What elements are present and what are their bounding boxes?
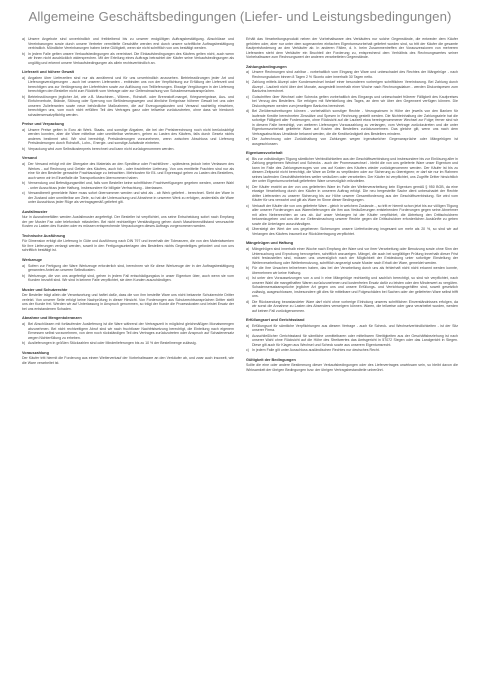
section-list-item	[22, 162, 234, 180]
list-item-marker: d)	[246, 227, 250, 232]
page-title: Allgemeine Geschäftsbedingungen (Liefer- und Leistungsbedingungen)	[28, 9, 452, 24]
section-heading: Abnahme und Mengentoleranzen	[22, 316, 82, 321]
section	[246, 241, 458, 313]
section	[22, 316, 234, 345]
list-item-marker: d)	[246, 109, 250, 114]
list-item-marker: b)	[246, 333, 250, 338]
section-list-item	[246, 348, 458, 353]
list-item-marker: b)	[246, 266, 250, 271]
list-item-text: Ist unter den Voraussetzungen von a und b eine Mängelrüge rechtzeitig und sachlich berechtigt, so sind wir verpflichtet, nach unserer Wahl die mangelhaften Waren zurückzunehmen und kostenfreien Ersatz dafür zu leisten oder den Minderwert zu vergüten. Schadensersatzansprüche jeglicher Art gegen uns und unsere Erfüllungs- und Verrichtungsgehilfen sind, soweit gesetzlich zulässig, ausgeschlossen, insbesondere gilt dies für mittelbare und Folgeschäden bei Sachen oder der gelieferten Ware selbst trifft uns.	[252, 276, 458, 299]
section-heading: Gültigkeit der Bedingungen	[246, 357, 296, 362]
section-list-item	[22, 147, 234, 152]
section-list-item	[246, 324, 458, 333]
section-list-item	[22, 95, 234, 118]
list-item-marker: b)	[22, 341, 26, 345]
section-paragraph: Erhält das Verarbeitungsprodukt neben der Vorbehaltsware des Verkäufers nur solche Gegenstände, die entweder dem Käufer gehörten oder, aber nur unter dem sogenannten einfachen Eigentumsvorbehalt geliefert worden sind, so tritt der Käufer die gesamte Kaufpreisforderung an den Verkäufer ab. In anderen Fällen, d. h. beim Zusammentreffen der Vorauszessionen von mehreren Lieferanten steht dem Verkäufer ein Bruchteil der Forderung zu, entsprechend dem Verhältnis des Rechnungswertes seiner Vorbehaltsware zum Rechnungswert der anderen verarbeiteten Gegenstände.	[246, 37, 458, 59]
section-paragraph: Nur in Ausnahmefällen werden Ausfallmuster angefertigt. Der Besteller ist verpflichtet, uns seine Entscheidung sofort nach Empfang der per Muster Fax oder telefonisch mitzuteilen. Bei nicht rechtzeitiger Verständigung gehen durch Maschinenstillstand verursachte Kosten zu Lasten des Kunden oder es müssen entsprechende Verpackungen dieses Auftrags vorgenommen werden.	[22, 215, 234, 229]
list-item-marker: a)	[22, 162, 26, 167]
section	[246, 37, 458, 60]
section	[22, 156, 234, 204]
list-item-text: Unsere Angebote sind unverbindlich und freibleibend bis zu unserer endgültigen Auftragsbestätigung. Abschlüsse und Vereinbarungen sowie durch unsere Vertreter vermittelte Geschäfte werden erst durch unsere schriftliche Auftragsbestätigung verbindlich. Mündliche Vereinbarungen haben keine Gültigkeit, wenn sie nicht schriftlich von uns bestätigt werden.	[28, 37, 234, 50]
list-item-text: Unsere Rechnungen sind zahlbar - vorbehaltlich vom Eingang der Ware und unbeschadet des Rechtes der Mängelrüge - nach Rechnungsdatum binnen 8 Tagen 2 % Skonto oder innerhalb 30 Tagen netto.	[252, 70, 458, 79]
section-list-item	[22, 128, 234, 146]
section-heading: Vorauszahlung	[22, 350, 49, 355]
list-item-marker: a)	[22, 263, 26, 268]
list-item-text: Werkzeuge, die von uns angefertigt sind, gehen in jedem Fall entschädigungslos in unser Eigentum über, auch wenn sie vom Kunden bezahlt sind. Wir sind in keinem Falle verpflichtet, sie dem Kunden auszuhändigen.	[28, 273, 234, 283]
section-list-item	[246, 276, 458, 299]
list-item-marker: a)	[22, 127, 26, 132]
section	[22, 234, 234, 253]
list-item-text: Gutschriften über Wechsel oder Schecks gelten vorbehaltlich des Eingangs und unbeschadet früherer Fälligkeit des Kaufpreises bei Verzug des Bestellers. Sie erfolgen mit Wertstellung des Tages, an dem wir über den Gegenwert verfügen können. Die Diskontspesen werden zum jeweiligen Bankzins berechnet.	[252, 94, 458, 108]
list-item-marker: a)	[22, 322, 26, 326]
section	[246, 318, 458, 353]
section-heading: Eigentumsvorbehalt	[246, 151, 283, 156]
section	[246, 358, 458, 373]
section-heading: Versand	[22, 156, 37, 161]
list-item-marker: c)	[246, 348, 249, 353]
section	[22, 122, 234, 151]
list-item-marker: c)	[246, 203, 249, 208]
section-list-item	[246, 95, 458, 109]
list-item-text: Übersteigt der Wert der uns gegebenen Sicherungen unsere Lieferforderung insgesamt um mehr als 20 %, so sind wir auf Verlangen des Käufers insoweit zur Rückübertragung verpflichtet.	[252, 227, 458, 236]
section-paragraph: Sollte die eine oder andere Bestimmung dieser Verkaufsbedingungen oder des Liefervertrages unwirksam sein, so bleibt davon die Wirksamkeit der übrigen Bedingungen bzw. der übrigen Vertragsbestandteile unberührt.	[246, 363, 458, 372]
section-list-item	[22, 52, 234, 66]
list-item-marker: a)	[246, 247, 250, 252]
section-heading: Technische Ausführung	[22, 233, 66, 238]
list-item-marker: b)	[22, 273, 26, 278]
list-item-marker: b)	[246, 80, 250, 85]
list-item-text: Der Versand erfolgt mit der Übergabe des Materials an den Spediteur oder Frachtführer - spätestens jedoch beim Verlassen des Werkes - auf Rechnung und Gefahr des Käufers, auch fob - oder frachtfreier Lieferung. Von uns ermittelte Frachten sind nur als eine für den Besteller gemachte Frachtauslage zu betrachten. Mehrkosten für Eil- und Expressgut gehen zu Lasten des Bestellers, auch wenn wir im Einzelfalle die Transportkosten übernommen haben.	[28, 162, 234, 180]
section	[22, 351, 234, 366]
section	[22, 210, 234, 229]
list-item-marker: a)	[246, 156, 250, 161]
list-item-marker: c)	[22, 191, 25, 196]
list-item-text: Angaben über Lieferzeiten sind nur als annähernd und für uns unverbindlich anzusehen. Betriebsstörungen jeder Art und Lieferungsverzögerungen - auch bei unseren Lieferanten - entbinden uns von der Verpflichtung zur Erfüllung der Lieferzeit und berechtigen uns zur Verlängerung der Lieferfristen sowie zur Auflösung von Teillieferungen. Etwaige Vergütungen in der Lieferung berechtigen den Besteller nicht zum Rücktritt vom Vertrage oder zur Geltendmachung von Schadensersatzansprüchen.	[28, 75, 234, 94]
list-item-text: Sofern zur Fertigung der Ware Werkzeuge erforderlich sind, berechnen wir für diese Werkzeuge der in der Auftragsbestätigung genannten Anteil an unseren Selbstkosten.	[28, 263, 234, 273]
section-list-item	[246, 227, 458, 236]
section-paragraph: Der Käufer tritt hiermit die Forderung aus einem Weiterverkauf der Vorbehaltsware an den Verkäufer ab, und zwar auch insoweit, wie die Ware verarbeitet ist.	[22, 356, 234, 365]
section-list-item	[22, 37, 234, 51]
list-item-marker: a)	[22, 37, 26, 41]
list-item-text: In jedem Falle gilt unter Ausschluss ausländischen Rechtes nur deutsches Recht.	[252, 348, 380, 353]
section-list-item	[246, 247, 458, 265]
list-item-marker: a)	[246, 70, 250, 75]
left-column	[22, 37, 234, 366]
section-list-item	[246, 300, 458, 314]
section-list-item	[246, 80, 458, 94]
list-item-text: Die Rücksendung beanstandeter Ware darf nicht ohne vorherige Einholung unseres schriftlichen Einverständnisses erfolgen, da wir sonst die Annahme zu Lasten des Absenders verweigern können. Waren, die teilweise oder ganz verarbeitet wurden, werden auf keinen Fall zurückgenommen.	[252, 299, 458, 313]
section-list-item	[22, 274, 234, 283]
list-item-text: Der Käufer erwirbt an der von uns gelieferten Ware im Falle der Weiterverarbeitung kein Eigentum gemäß § 950 BGB, da eine etwaige Verarbeitung durch den Käufer in unserem Auftrag erfolgt. Die neu hergestellte Sache dient unbeschadet der Rechte dritter Lieferanten zu unserer Sicherung bis zur Höhe unserer Gesamtforderung aus der Geschäftsverbindung. Sie wird vom Käufer für uns verwahrt und gilt als Ware im Sinne dieser Bedingungen.	[252, 184, 458, 203]
section	[246, 65, 458, 147]
section-list-item	[22, 341, 234, 346]
list-item-marker: e)	[246, 137, 250, 142]
section-heading: Preise und Verpackung	[22, 122, 64, 127]
section	[22, 37, 234, 65]
list-item-text: Bei Zielüberschreitungen können - vorbehaltlich sonstiger Rechte - Verzugszinsen in Höhe der jeweils von den Banken für laufende Kredite berechneten Zinssätze und Spesen in Rechnung gestellt werden. Die Nichteinhaltung der Zahlungsziele hat die sofortige Fälligkeit aller Forderungen, ohne Rücksicht auf die Laufzeit etwa hereingenommener Wechsel zur Folge; ferner sind wir in diesem Falle berechtigt, von weiteren Lieferungen Vorauszahlung zu verlangen, vom Vertrage zurückzutreten und die unter Eigentumsvorbehalt gelieferte Ware auf Kosten des Bestellers zurückzunehmen. Das gleiche gilt, wenn uns nach dem Vertragsabschluss Umstände bekannt werden, die die Kreditwürdigkeit des Bestellers mindern.	[252, 109, 458, 136]
section-list-item	[22, 181, 234, 190]
section-list-item	[246, 109, 458, 136]
list-item-text: Für die Ihre Ursachen teilnehmen haben, das bei der Verarbeitung durch uns als fehlerhaft nicht nicht erkannt werden konnte, übernehmen wir keine Haftung.	[252, 266, 458, 275]
section-list-item	[22, 264, 234, 273]
list-item-text: Betriebsstörungen jeglicher Art, wie z.B. Maschinen-, Wärme-, Rohstoff- oder Brennstoff-mangel, Kriegsereignisse, Aus- und Einfuhrverbote, Brände, Störung oder Sperrung von Beförderungswegen und ähnliche Ereignisse höherer Gewalt bei uns oder unseren Zulieferanten sowie neue behördliche Maßnahmen, die auf Erzeugungskosten und Versand nachteilig einwirken, berechtigen uns, vom noch nicht erfüllten Teil des Vertrages ganz oder teilweise zurückzutreten, ohne dass wir hierdurch schadensersatzpflichtig werden.	[28, 94, 234, 117]
section	[22, 70, 234, 117]
section-paragraph: Der Besteller trägt allein die Verantwortung und haftet dafür, dass die von ihm bestellte Ware uns nicht bekannte Schutzrechte Dritter verletzt. Von unserer Seite erfolgt keine Nachprüfung in dieser Hinsicht. Von Forderungen aus Schutzrechtsansprüchen Dritter stellt uns der Kunde frei. Werden wir auf Unterlassung in Anspruch genommen, so trägt der Kunde die Prozesskosten und leistet Ersatz der bei uns entstandenen Schaden.	[22, 293, 234, 311]
section-list-item	[246, 157, 458, 184]
section-heading: Muster und Schutzrechte	[22, 287, 68, 292]
right-column	[246, 37, 458, 374]
list-item-marker: a)	[22, 75, 26, 80]
list-item-text: Bis zur vollständigen Tilgung sämtlicher Verbindlichkeiten aus der Geschäftsverbindung und insbesondere bis zur Einlösung aller in Zahlung gegebenen Wechsel und Schecks - auch der Promesswechsel - bleibt die von uns gelieferte Ware unser Eigentum und kann im Falle des Zahlungsverzuges von uns auf Kosten des Käufers wieder zurückgenommen werden. Der Käufer ist bis zu diesem Zeitpunkt nicht berechtigt, die Ware an Dritte zu verpfänden oder zur Sicherung zu übereignen; er darf sie nur im Rahmen seines laufenden Geschäftsbetriebes weiter veräußern oder verarbeiten. Der Käufer ist verpflichtet, uns Zugriffe Dritter hinsichtlich der unter Eigentumsvorbehalt gelieferten Ware unverzüglich mitzuteilen.	[252, 156, 458, 184]
section-list-item	[22, 191, 234, 205]
section	[246, 151, 458, 236]
list-item-marker: c)	[246, 276, 249, 281]
section-list-item	[22, 76, 234, 94]
list-item-text: Verkauft der Käufer die von uns gelieferte Ware - gleich in welchem Zustande -, so tritt er hiermit schon jetzt bis zur völligen Tilgung aller unserer Forderungen aus Warenlieferungen die ihm aus Veräußerungen entstehenden Forderungen gegen seine Abnehmer mit allen Nebenrechten an uns ab. Auf unser Verlangen ist der Käufer verpflichtet, die Abtretung den Drittschuldnern bekanntzugeben und uns die zur Geltendmachung unserer Rechte gegen die Drittschuldner erforderlichen Auskünfte zu geben sowie die Unterlagen auszuhändigen.	[252, 203, 458, 226]
list-item-text: Bei Abschlüssen mit fortlaufender Auslieferung ist die Ware während der Vertragszeit in möglichst gleichmäßigen Monatsmengen abzunehmen. Bei nicht rechtzeitigem Abruf sind wir nach fruchtloser Nachfristsetzung berechtigt, die Einteilung nach eigenem Ermessen selbst vorzunehmen, von dem noch rückständigen Teil des Vertrages zurückzutreten oder Anspruch auf Schadenersatz wegen Nichterfüllung zu erheben.	[28, 322, 234, 340]
list-item-marker: b)	[22, 181, 26, 186]
list-item-text: Unsere Preise gelten in Euro ab Werk. Staats- und sonstige Abgaben, die bei der Preisberechnung noch nicht berücksichtigt werden konnten, aber die Ware mittelbar oder unmittelbar verteuern, gehen zu Lasten des Käufers, falls durch Gesetz nichts anderes bestimmt wird. Wir sind berechtigt, Preisänderungen vorzunehmen, wenn zwischen Abschluss und Lieferung Preisänderungen durch Rohstoff-, Lohn-, Energie- und sonstige Aufwände eintreten.	[28, 127, 234, 146]
list-item-text: Versandbereit gemeldete Ware muss sofort übernommen werden und wird als - ab Werk geliefert - berechnet. Sieht der Ware in der Zustand oder unmittelbar am Ziele, so hat die Untersuchung und Abnahme in unserem Werk zu erfolgen, andernfalls die Ware unter Ausschluss jeder Rüge als vertragsgemäß geliefert gilt.	[28, 191, 234, 205]
section-heading: Zahlungsbedingungen	[246, 64, 287, 69]
list-item-text: Verwendung und Befestigungsmittel und, falls vom Besteller keine schriftlichen Frachtverfügungen gegeben werden, unserer Wahl - unter Ausschluss jeder Haftung, insbesondere für billigste Verfrachtung - überlassen.	[28, 181, 234, 190]
list-item-text: Zahlung mittels Akzept oder Kundenwechsel bedarf einer besonderen vorherigen schriftlichen Vereinbarung. Bei Zahlung durch Akzept - Laufzeit nicht über drei Monate, ausgestellt innerhalb einer Woche nach Rechnungsdatum - werden Diskontspesen zum Bankzins berechnet.	[252, 80, 458, 94]
list-item-marker: c)	[246, 94, 249, 99]
list-item-marker: a)	[246, 323, 250, 328]
section-list-item	[246, 334, 458, 348]
list-item-text: Die Aufrechnung oder Zurückhaltung von Zahlungen wegen irgendwelcher Gegenansprüche oder Mängelrügen ist ausgeschlossen.	[252, 137, 458, 146]
section-list-item	[246, 204, 458, 227]
section-list-item	[246, 137, 458, 146]
section-heading: Lieferzeit und höhere Gewalt	[22, 70, 74, 74]
section-heading: Ausfallmuster	[22, 209, 48, 214]
section-heading: Werkzeuge	[22, 257, 42, 262]
list-item-text: Mängelrügen sind innerhalb einer Woche nach Empfang der Ware und vor ihrer Verarbeitung oder Benutzung sowie ohne Sinn der Untersuchung und Erprobung hervorgehen, schriftlich anzuzeigen. Mängel, die auch bei sorgfältiger Prüfung innerhalb dieser Frist nicht festzustellen sind, müssen uns unverzüglich nach der Möglichkeit der Entdeckung unter sofortiger Einstellung der Weiterverarbeitung oder Weiterbenutzung, schriftlich angezeigt sowie Muster nach Erhalt der Ware, gemeldet werden.	[252, 247, 458, 265]
section-list-item	[246, 185, 458, 203]
list-item-text: Erfüllungsort für sämtliche Verpflichtungen aus diesem Vertrage - auch für Scheck- und Wechselverbindlichkeiten - ist der Sitz unserer Firma.	[252, 323, 458, 333]
list-item-marker: b)	[22, 94, 26, 99]
list-item-marker: d)	[246, 299, 250, 304]
section-list-item	[22, 322, 234, 340]
section-list-item	[246, 266, 458, 275]
section	[22, 258, 234, 283]
section	[22, 288, 234, 312]
section-heading: Erfüllungsort und Gerichtsstand	[246, 318, 305, 323]
section-list-item	[246, 70, 458, 79]
section-paragraph: Für Dimension erfolgt die Lieferung in Güte und Ausführung nach DIN 797 und innerhalb der Toleranzen, die von den Materialwerken für ihre Lieferungen verlangt werden, soweit in den Fertigungsunterlagen des Bestellers nichts Gegenteiliges gefordert und von uns schriftlich bestätigt ist.	[22, 239, 234, 253]
list-item-text: Auslieferungen in größten Stückzahlen sind oder Minderlieferungen bis zu 10 % der Bestellmenge zulässig.	[28, 341, 197, 345]
list-item-text: In jedem Falle gelten unsere Verkaufsbedingungen als vereinbart. Die Einkaufsbedingungen des Käufers gelten nicht, auch wenn wir ihnen nicht ausdrücklich widersprechen. Mit der Erteilung eines Auftrags betrachtet der Käufer seine Verkaufsbedingungen als ungültig und erkennt unsere Verkaufsbedingungen als allein rechtsverbindlich an.	[28, 51, 234, 65]
list-item-marker: b)	[246, 184, 250, 189]
list-item-text: Verpackung wird zum Selbstkostenpreis berechnet und kann nicht zurückgenommen werden.	[28, 146, 175, 151]
list-item-marker: b)	[22, 51, 26, 56]
list-item-marker: b)	[22, 146, 26, 151]
list-item-text: Ausschließlicher Gerichtsstand für sämtliche unmittelbaren oder mittelbaren Streitigkeiten aus der Geschäftsbeziehung ist nach unserer Wahl ohne Rücksicht auf die Höhe des Streitwertes das Amtsgericht in 57072 Siegen oder das Landgericht in Siegen. Diese gilt auch für Klagen aus Wechsel und Scheck sowie aus unserem Eigentumsrecht.	[252, 333, 458, 347]
section-heading: Mängelrügen und Haftung	[246, 241, 294, 246]
